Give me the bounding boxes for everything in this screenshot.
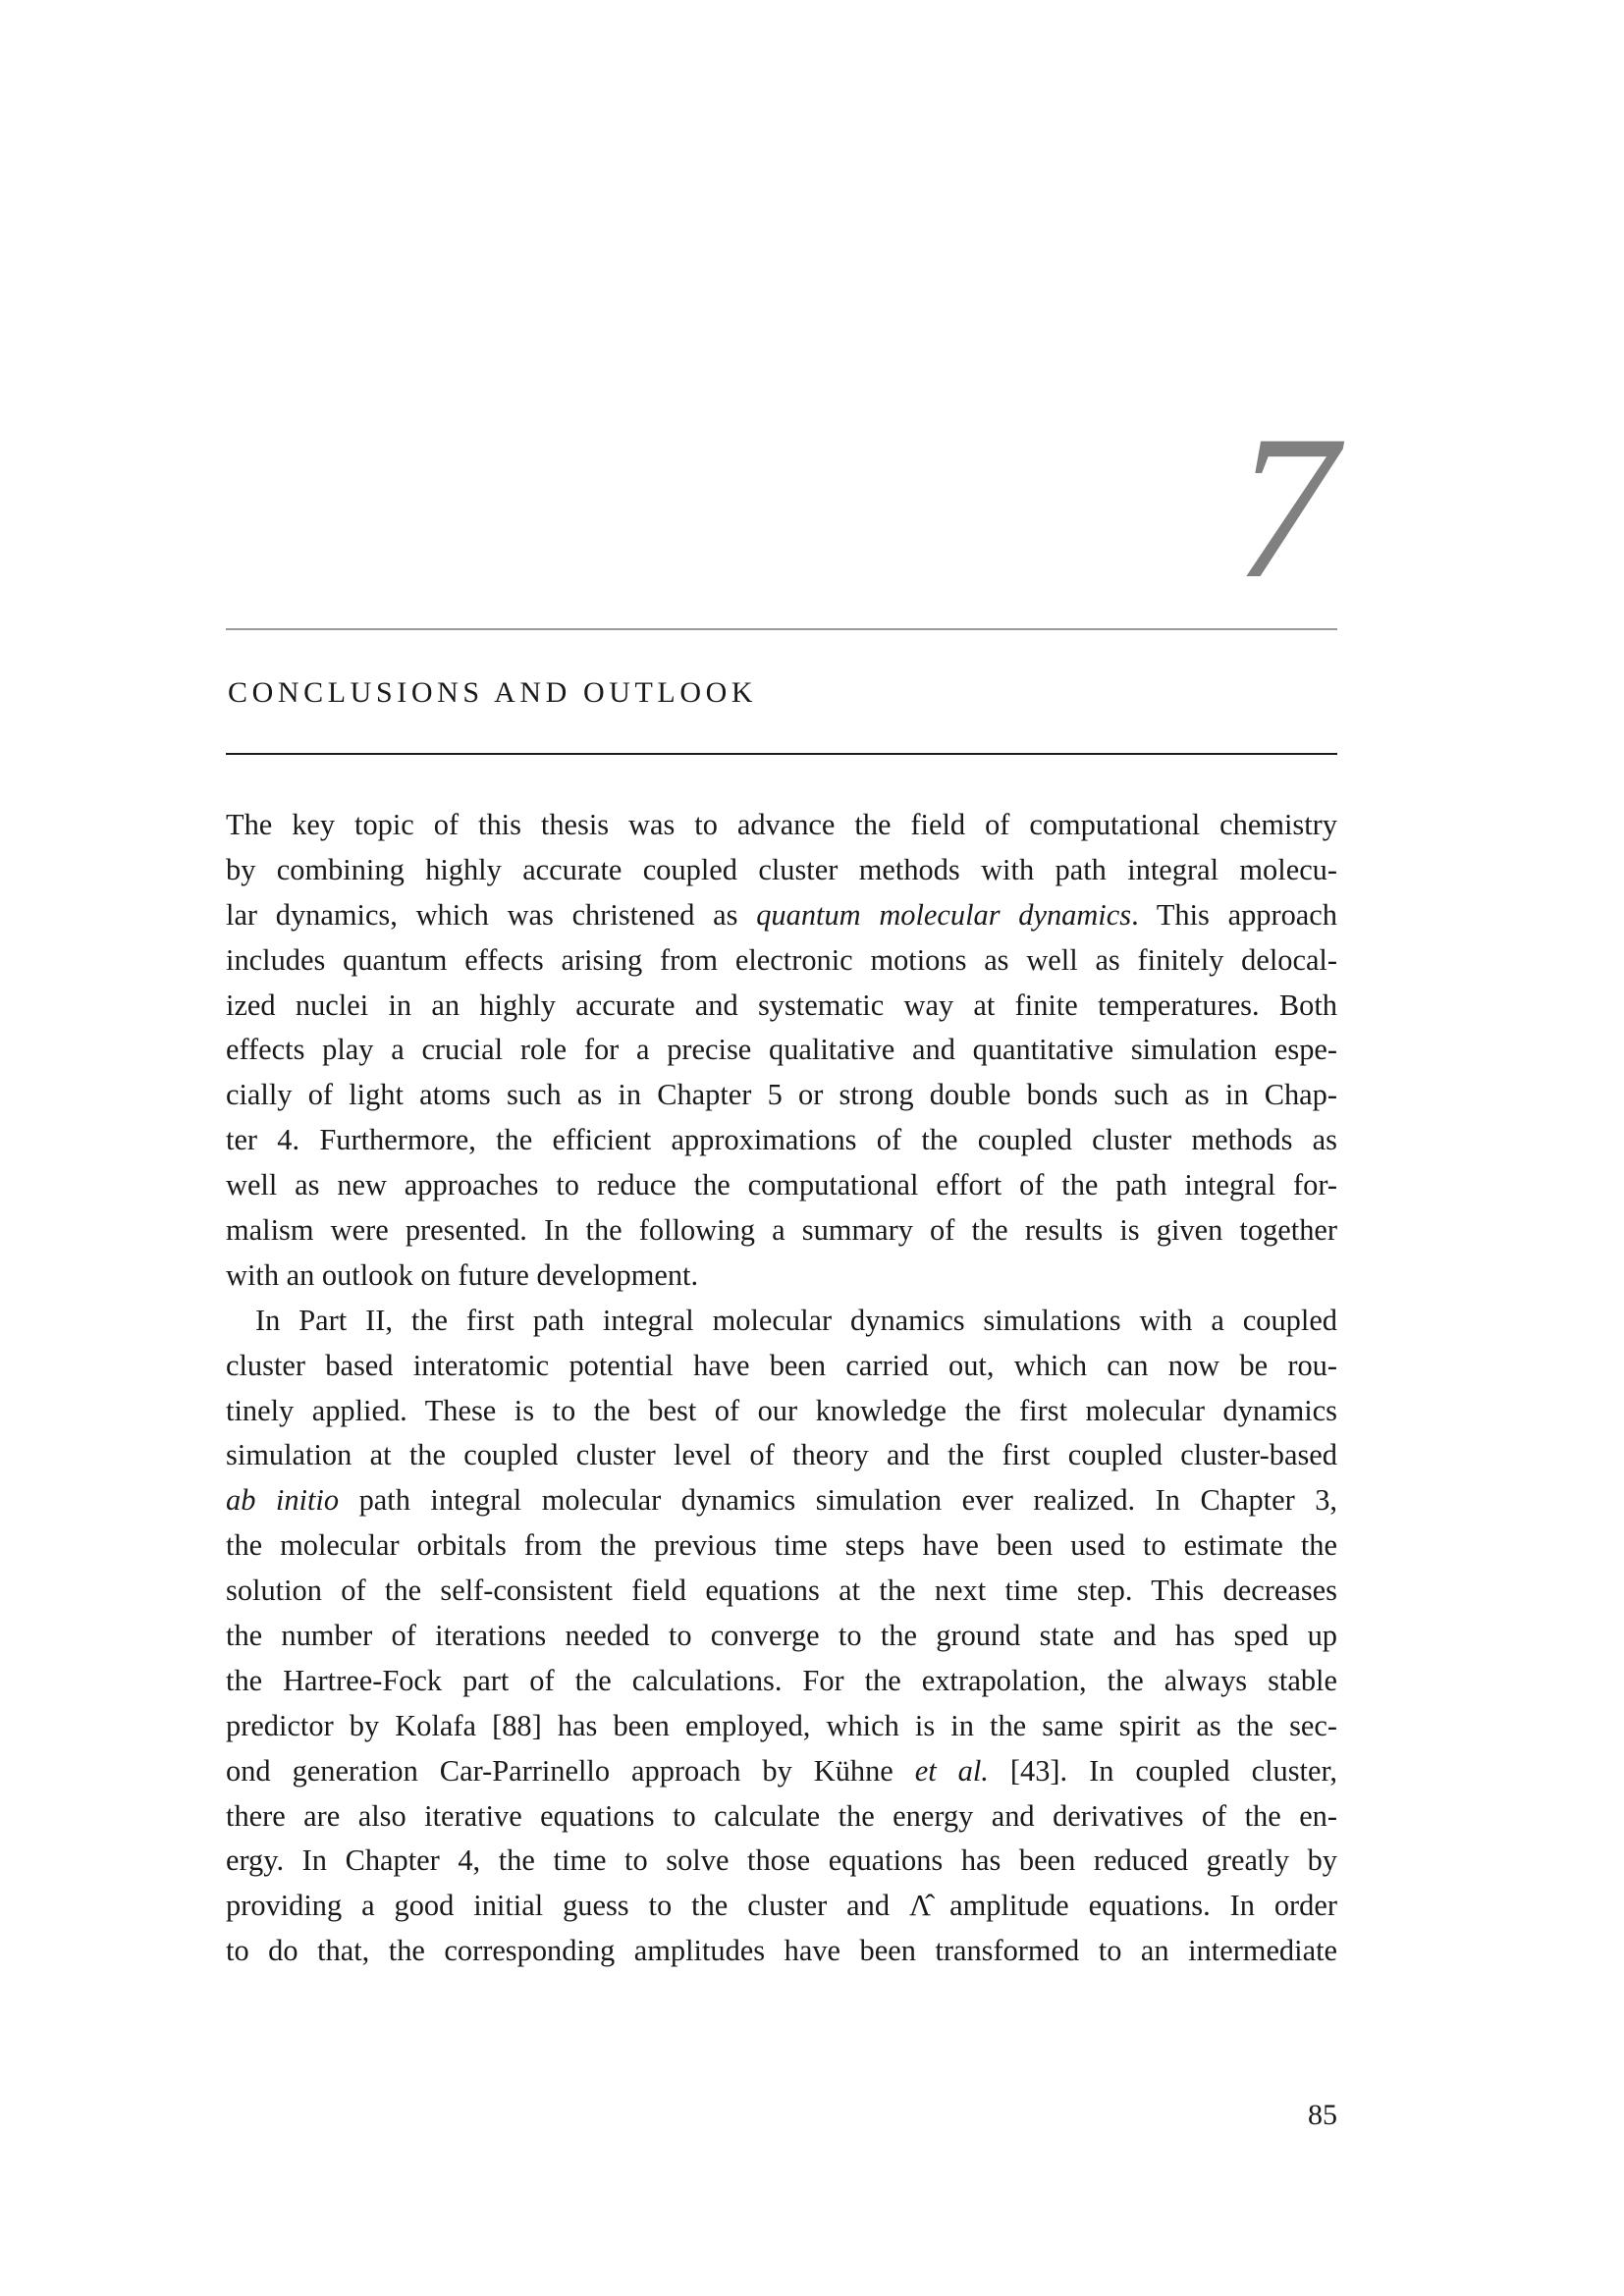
italic-text: ab initio [226, 1483, 340, 1518]
text-line [226, 1704, 1337, 1749]
text-line [226, 1614, 1337, 1659]
text-line [226, 1163, 1337, 1208]
text-segment: solution of the self-consistent field equations at the next time step. This decreases [226, 1574, 1337, 1608]
text-segment: In Part II, the first path integral molecular dynamics simulations with a coupled [255, 1303, 1337, 1337]
text-segment: ized nuclei in an highly accurate and systematic way at finite temperatures. Both [226, 988, 1337, 1022]
text-segment: . This approach [1131, 897, 1337, 932]
text-segment: well as new approaches to reduce the computational effort of the path integral for- [226, 1168, 1337, 1202]
text-segment: includes quantum effects arising from electronic motions as well as finitely delocal- [226, 942, 1337, 977]
text-line [226, 848, 1337, 893]
text-segment: path integral molecular dynamics simulation ever realized. In Chapter 3, [339, 1483, 1337, 1518]
text-line [226, 1344, 1337, 1389]
text-segment: by combining highly accurate coupled cluster methods with path integral molecu- [226, 852, 1337, 886]
text-segment: simulation at the coupled cluster level of theory and the first coupled cluster-based [226, 1438, 1337, 1472]
paragraph [226, 1299, 1337, 1974]
text-line [226, 1389, 1337, 1434]
chapter-number: 7 [1234, 394, 1337, 621]
text-line [226, 893, 1337, 938]
chapter-title: CONCLUSIONS AND OUTLOOK [228, 676, 758, 709]
text-line [226, 1073, 1337, 1118]
text-line [226, 1254, 1337, 1299]
text-line [226, 1884, 1337, 1929]
text-segment: with an outlook on future development. [226, 1257, 699, 1292]
text-segment: ter 4. Furthermore, the efficient approximations of the coupled cluster methods as [226, 1123, 1337, 1157]
text-segment: predictor by Kolafa [88] has been employed, which is in the same spirit as the sec- [226, 1708, 1337, 1742]
text-line [226, 1749, 1337, 1794]
text-segment: lar dynamics, which was christened as [226, 897, 757, 932]
italic-text: et al. [914, 1753, 989, 1788]
text-line [226, 1929, 1337, 1974]
chapter-rule-bottom [226, 753, 1337, 755]
text-segment: effects play a crucial role for a precise qualitative and quantitative simulation espe- [226, 1033, 1337, 1067]
text-segment: The key topic of this thesis was to advance the field of computational chemistry [226, 808, 1337, 841]
text-segment: the molecular orbitals from the previous time steps have been used to estimate the [226, 1528, 1337, 1563]
text-line [226, 1659, 1337, 1704]
text-segment: there are also iterative equations to calculate the energy and derivatives of the en- [226, 1798, 1337, 1833]
text-segment: the Hartree-Fock part of the calculations. For the extrapolation, the always stable [226, 1663, 1337, 1697]
text-line [226, 1299, 1337, 1344]
paragraph [226, 803, 1337, 1299]
text-line [226, 1839, 1337, 1884]
text-segment: cluster based interatomic potential have been carried out, which can now be rou- [226, 1348, 1337, 1382]
chapter-rule-top [226, 628, 1337, 630]
text-segment: ergy. In Chapter 4, the time to solve those equations has been reduced greatly by [226, 1843, 1337, 1878]
text-line [226, 1523, 1337, 1569]
text-segment: the number of iterations needed to converge to the ground state and has sped up [226, 1619, 1337, 1653]
text-segment: to do that, the corresponding amplitudes have been transformed to an intermediate [226, 1934, 1337, 1968]
text-segment: tinely applied. These is to the best of our knowledge the first molecular dynamics [226, 1393, 1337, 1427]
text-segment: ond generation Car-Parrinello approach by Kühne [226, 1753, 915, 1788]
text-segment: providing a good initial guess to the cluster and Λ̂ amplitude equations. In order [226, 1889, 1337, 1923]
italic-text: quantum molecular dynamics [756, 897, 1132, 932]
text-line [226, 1569, 1337, 1614]
text-line [226, 1118, 1337, 1163]
text-segment: cially of light atoms such as in Chapter 5 or strong double bonds such as in Chap- [226, 1078, 1337, 1112]
text-line [226, 803, 1337, 848]
text-segment: [43]. In coupled cluster, [988, 1753, 1337, 1788]
text-line [226, 1794, 1337, 1840]
text-line [226, 938, 1337, 984]
text-line [226, 1208, 1337, 1254]
text-segment: malism were presented. In the following a summary of the results is given together [226, 1213, 1337, 1248]
text-line [226, 1478, 1337, 1523]
body-text [226, 803, 1337, 1974]
page-number: 85 [1308, 2099, 1337, 2131]
text-line [226, 1433, 1337, 1478]
text-line [226, 1028, 1337, 1073]
text-line [226, 984, 1337, 1029]
